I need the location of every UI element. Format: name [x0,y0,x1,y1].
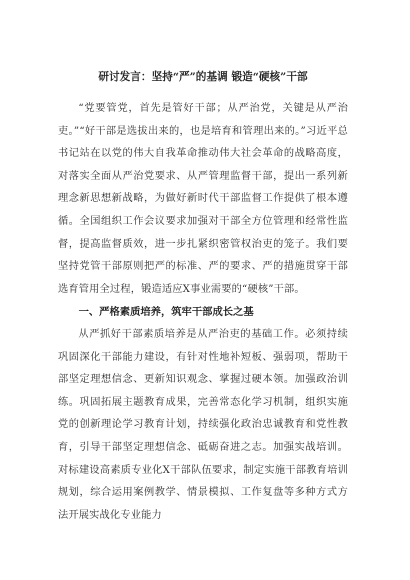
intro-paragraph: “党要管党，首先是管好干部；从严治党，关键是从严治吏。”“好干部是选拔出来的，也是培育和管理出来的。”习近平总书记站在以党的伟大自我革命推动伟大社会革命的战略高度，对落实全面从严治党要求、从严管理监督干部，提出一系列新理念新思想新战略，为做好新时代干部监督工作提供了根本遵循。全国组织工作会议要求加强对干部全方位管理和经常性监督，提高监督质效，进一步扎紧织密管权治吏的笼子。我们要坚持党管干部原则把严的标准、严的要求、严的措施贯穿干部选育管用全过程，锻造适应X事业需要的“硬核”干部。 [58,103,348,295]
section-paragraph: 从严抓好干部素质培养是从严治吏的基础工作。必须持续巩固深化干部能力建设，有针对性地补短板、强弱项，帮助干部坚定理想信念、更新知识观念、掌握过硬本领。加强政治训练。巩固拓展主题教育成果，完善常态化学习机制，组织实施党的创新理论学习教育计划，持续强化政治忠诚教育和党性教育，引导干部坚定理想信念、砥砺奋进之志。加强实战培训。对标建设高素质专业化X干部队伍要求，制定实施干部教育培训规划，综合运用案例教学、情景模拟、工作复盘等多种方式方法开展实战化专业能力 [58,328,348,521]
document-body [58,70,348,527]
section-heading: 一、严格素质培养，筑牢干部成长之基 [78,306,254,319]
document-title: 研讨发言：坚持“严”的基调 锻造“硬核”干部 [98,71,308,83]
